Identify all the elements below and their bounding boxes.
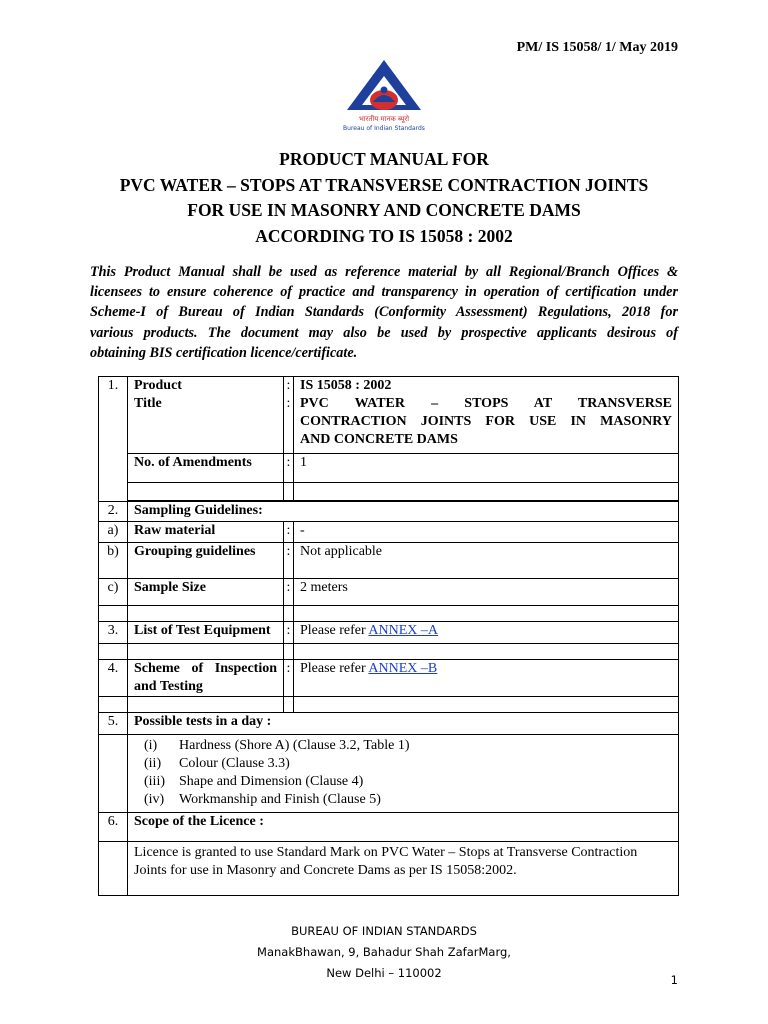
test-equipment-label: List of Test Equipment [128,621,284,643]
inspection-label-text: Scheme of Inspection [134,660,277,676]
scope-text [128,841,679,895]
grouping-value: Not applicable [294,542,679,578]
document-title [0,147,768,249]
footer-line: New Delhi – 110002 [326,966,442,980]
title-value-line: CONTRACTION JOINTS FOR USE IN MASONRY [300,414,672,429]
colon: : [284,659,294,696]
table-row [99,542,679,578]
annex-b-link[interactable]: ANNEX –B [368,660,438,676]
row-number: c) [99,578,128,605]
document-reference: PM/ IS 15058/ 1/ May 2019 [516,40,678,55]
colon: : [284,377,294,396]
title-line: PVC WATER – STOPS AT TRANSVERSE CONTRACTION JOINTS [119,174,649,195]
scope-text-line: Licence is granted to use Standard Mark on PVC Water – Stops at Transverse Contraction [134,844,638,860]
test-equipment-value [294,621,679,643]
intro-line: Scheme-I of Bureau of Indian Standards (Conformity Assessment) Regulations, 2018 for [90,304,678,321]
colon: : [284,453,294,482]
list-numeral: (iv) [144,791,165,807]
row-number: b) [99,542,128,578]
intro-line: various products. The document may also be used by prospective applicants desirous of [90,324,678,341]
tests-label: Possible tests in a day : [128,712,679,734]
bis-logo-icon [343,58,425,133]
table-row [99,501,679,521]
tests-list [134,737,672,809]
table-row [99,605,679,621]
colon: : [284,621,294,643]
table-row [99,377,679,396]
product-label: Product [128,377,284,396]
list-numeral: (i) [144,737,158,753]
intro-line: obtaining BIS certification licence/certificate. [90,344,358,361]
annex-a-link[interactable]: ANNEX –A [368,622,439,638]
table-row [99,482,679,500]
colon: : [284,521,294,542]
table-row [99,395,679,453]
title-value [294,395,679,453]
list-item [144,755,672,773]
row-number: 2. [99,501,128,521]
sample-size-label: Sample Size [128,578,284,605]
inspection-label-line2: and Testing [134,678,203,694]
table-row [99,578,679,605]
colon: : [284,395,294,453]
scope-text-line: Joints for use in Masonry and Concrete Dams as per IS 15058:2002. [134,862,517,878]
inspection-label-line1 [134,660,277,678]
footer [0,921,768,984]
row-number: 1. [99,377,128,502]
scope-label: Scope of the Licence : [128,812,679,841]
list-text: Workmanship and Finish (Clause 5) [179,791,381,807]
row-number: 3. [99,621,128,643]
table-row [99,712,679,734]
list-text: Colour (Clause 3.3) [179,755,290,771]
intro-line: This Product Manual shall be used as reference material by all Regional/Branch Offices & [90,264,678,280]
amendments-label: No. of Amendments [128,453,284,482]
row-number: 5. [99,712,128,734]
title-line: FOR USE IN MASONRY AND CONCRETE DAMS [187,200,581,220]
row-number: 6. [99,812,128,841]
table-row [99,621,679,643]
colon: : [284,578,294,605]
row-number: a) [99,521,128,542]
sampling-label: Sampling Guidelines: [128,501,679,521]
table-row [99,521,679,542]
list-text: Shape and Dimension (Clause 4) [179,773,364,789]
title-label: Title [128,395,284,453]
list-numeral: (ii) [144,755,162,771]
page-number: 1 [670,973,678,987]
sample-size-value: 2 meters [294,578,679,605]
table-row [99,812,679,841]
list-text: Hardness (Shore A) (Clause 3.2, Table 1) [179,737,410,753]
logo-hindi-text: भारतीय मानक ब्यूरो [358,115,410,123]
title-line: PRODUCT MANUAL FOR [279,149,489,169]
list-item [144,791,672,809]
grouping-label: Grouping guidelines [128,542,284,578]
product-value: IS 15058 : 2002 [294,377,679,396]
logo-caption: Bureau of Indian Standards [343,125,425,132]
table-row [99,696,679,712]
table-row [99,643,679,659]
colon: : [284,542,294,578]
title-value-line: PVC WATER – STOPS AT TRANSVERSE [300,396,672,411]
list-item [144,737,672,755]
amendments-value: 1 [294,453,679,482]
intro-paragraph [90,262,678,363]
product-manual-table [98,376,679,896]
inspection-label [128,659,284,696]
title-value-line: AND CONCRETE DAMS [300,432,458,447]
table-row [99,453,679,482]
table-row [99,734,679,812]
title-line: ACCORDING TO IS 15058 : 2002 [255,225,513,246]
inspection-value [294,659,679,696]
footer-line: BUREAU OF INDIAN STANDARDS [291,924,477,938]
value-prefix: Please refer [300,660,369,676]
tests-list-cell [128,734,679,812]
raw-material-label: Raw material [128,521,284,542]
table-row [99,841,679,895]
table-row [99,659,679,696]
list-numeral: (iii) [144,773,165,789]
list-item [144,773,672,791]
raw-material-value: - [294,521,679,542]
intro-line: licensees to ensure coherence of practice and transparency in operation of certification under [90,284,678,301]
footer-line: ManakBhawan, 9, Bahadur Shah ZafarMarg, [257,945,511,959]
row-number: 4. [99,659,128,696]
value-prefix: Please refer [300,622,369,638]
